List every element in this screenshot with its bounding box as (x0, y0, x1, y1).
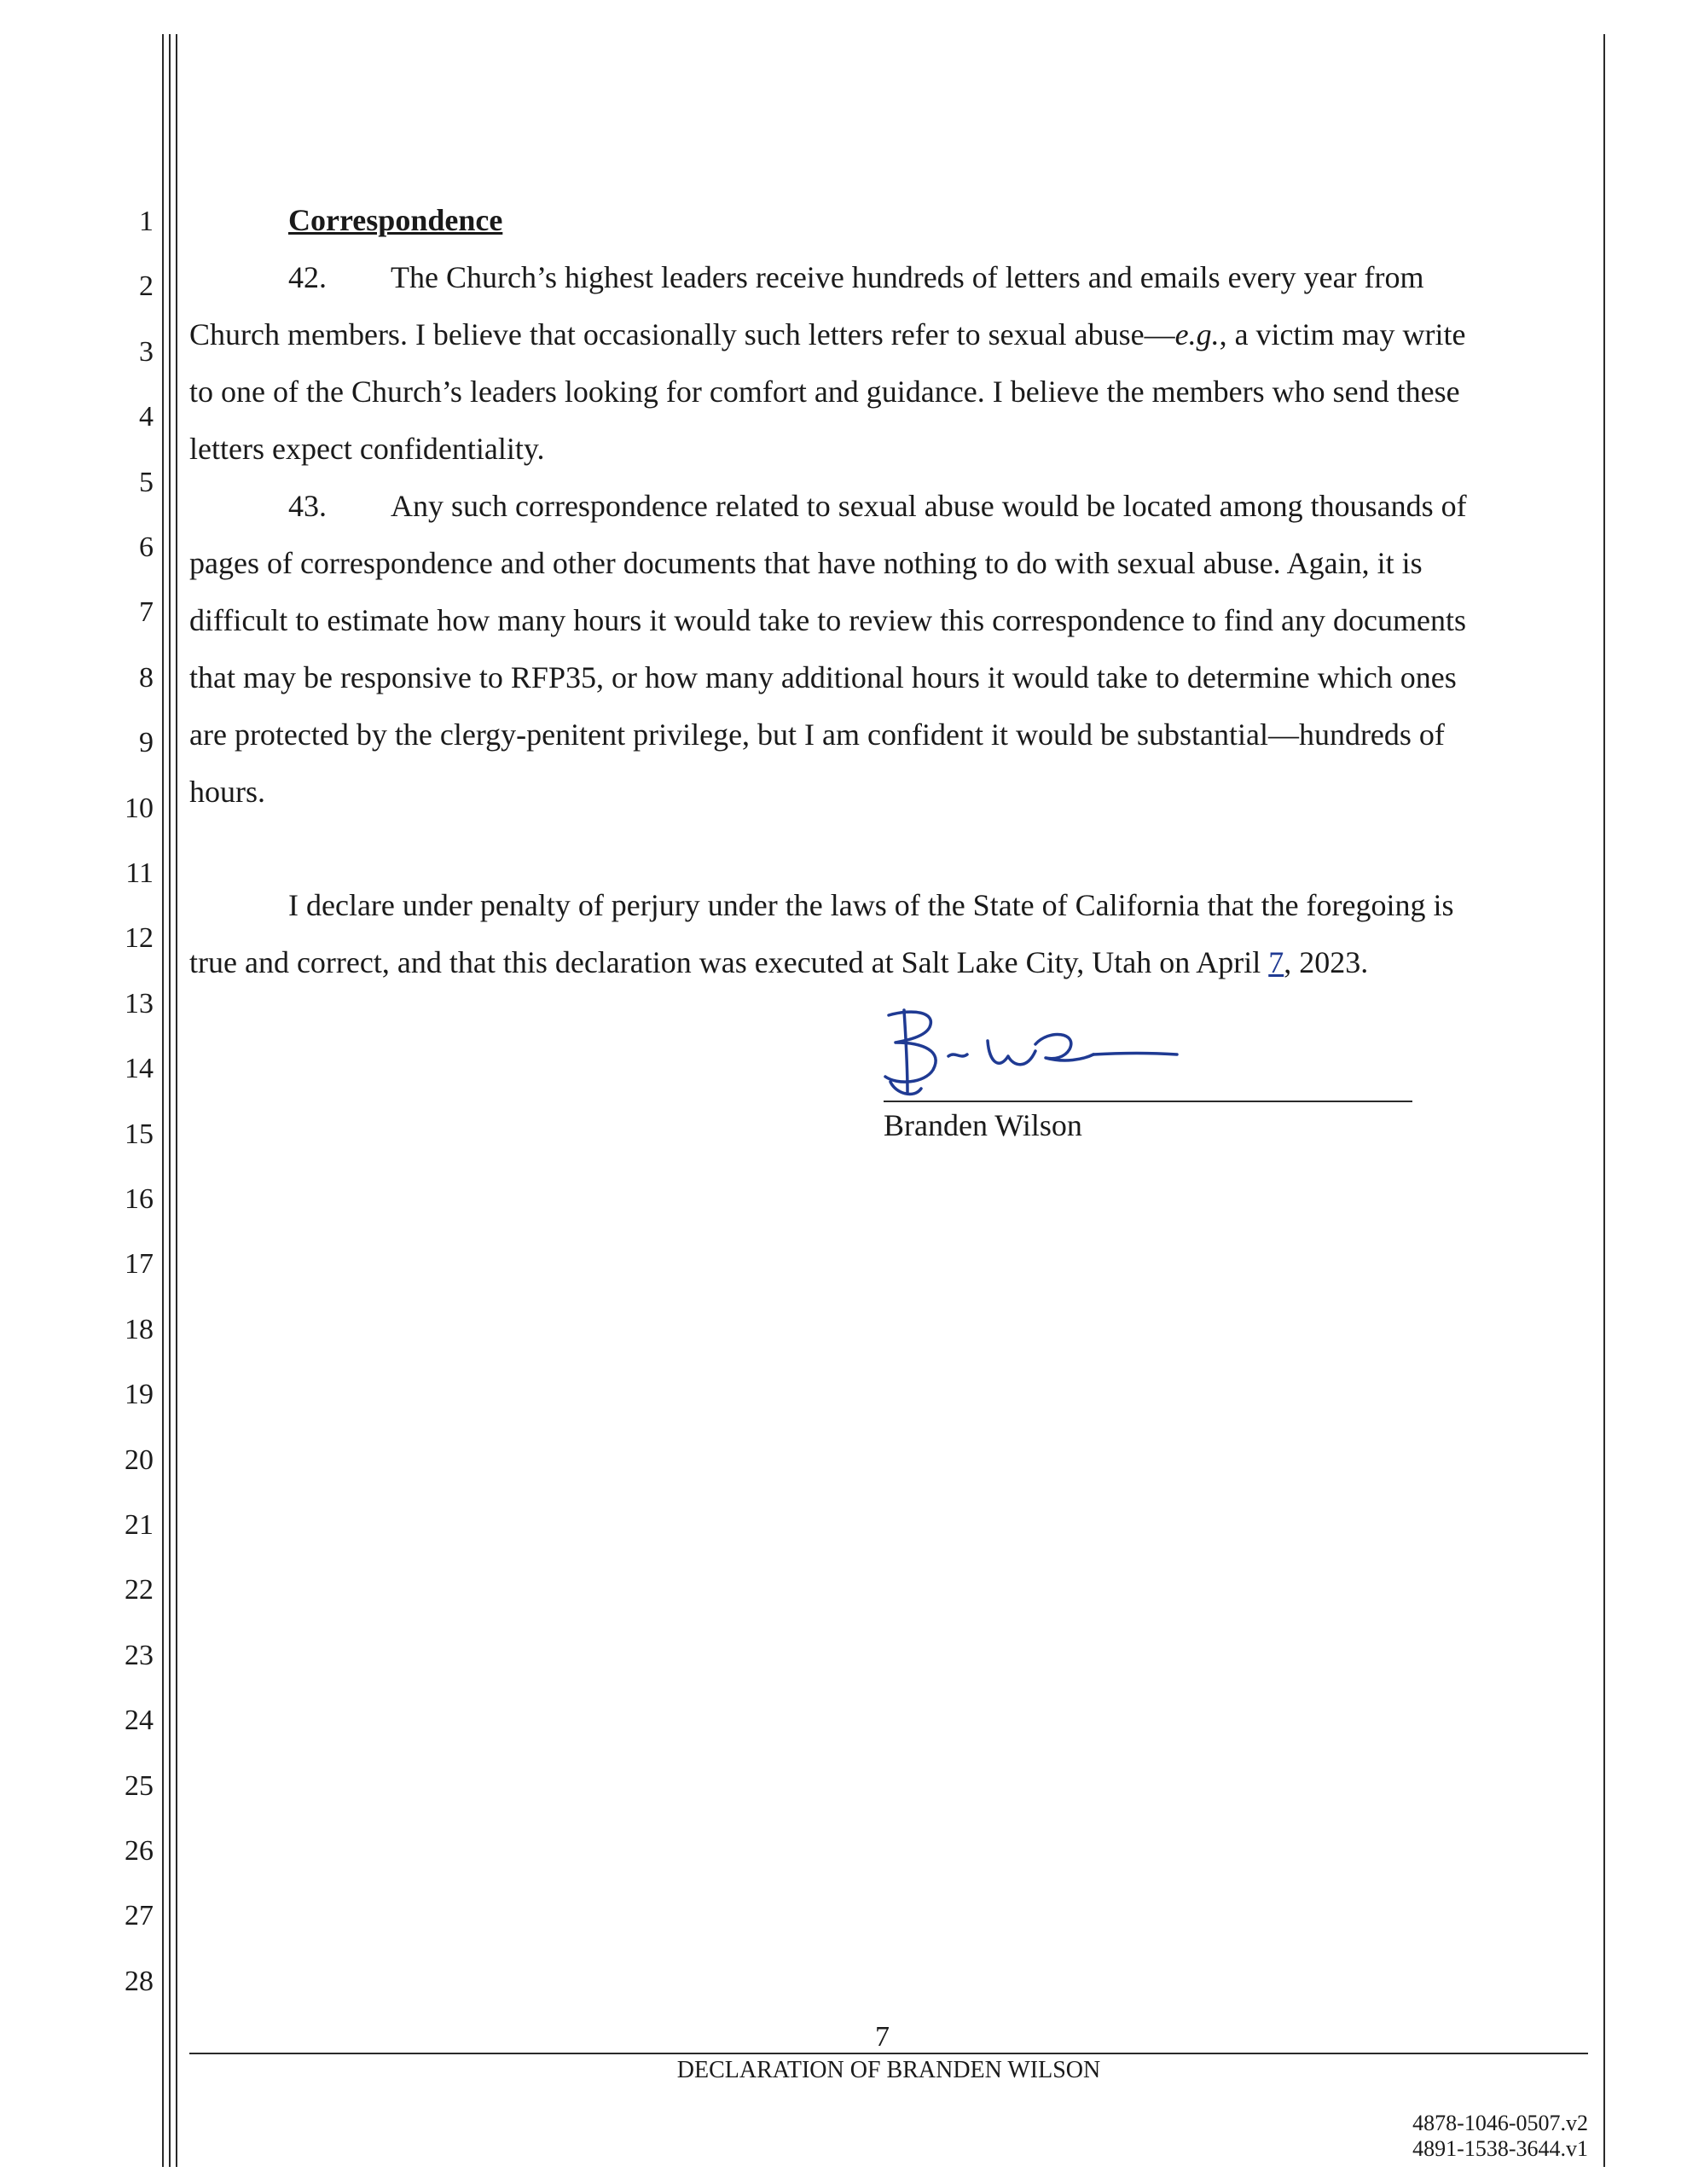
document-id: 4891-1538-3644.v1 (1412, 2136, 1588, 2161)
paragraph-text: The Church’s highest leaders receive hundreds of letters and emails every year from (391, 260, 1424, 294)
paragraph-text: that may be responsive to RFP35, or how many additional hours it would take to determine which ones (189, 660, 1457, 694)
line-number: 4 (139, 401, 154, 433)
line-number: 8 (139, 661, 154, 694)
line-number: 21 (125, 1509, 154, 1541)
line-number: 15 (125, 1118, 154, 1150)
line-number: 2 (139, 270, 154, 303)
page-number: 7 (875, 2021, 890, 2053)
paragraph-text: are protected by the clergy-penitent privilege, but I am confident it would be substantial—hundreds of (189, 717, 1445, 752)
signatory-name: Branden Wilson (884, 1108, 1082, 1142)
line-number: 5 (139, 466, 154, 498)
left-margin-rule-3 (176, 34, 177, 2167)
right-margin-rule (1603, 34, 1605, 2167)
paragraph-text: difficult to estimate how many hours it would take to review this correspondence to find any documents (189, 603, 1466, 637)
line-number: 23 (125, 1639, 154, 1671)
line-number: 20 (125, 1443, 154, 1476)
declaration-text: I declare under penalty of perjury under the laws of the State of California that the foregoing is (288, 888, 1454, 922)
line-number: 26 (125, 1835, 154, 1867)
paragraph-text: hours. (189, 775, 265, 809)
line-number: 18 (125, 1313, 154, 1345)
line-number: 25 (125, 1769, 154, 1802)
paragraph-text: pages of correspondence and other documents that have nothing to do with sexual abuse. Again, it is (189, 546, 1423, 580)
date-day: 7 (1268, 945, 1284, 979)
footer-rule (189, 2053, 1588, 2054)
line-number: 19 (125, 1379, 154, 1411)
left-margin-rule-2 (169, 34, 171, 2167)
line-number: 28 (125, 1965, 154, 1997)
left-margin-rule-1 (162, 34, 164, 2167)
section-heading: Correspondence (288, 203, 503, 237)
line-number: 10 (125, 792, 154, 824)
line-number: 24 (125, 1705, 154, 1737)
paragraph-text: Church members. I believe that occasionally such letters refer to sexual abuse—e.g., a victim may write (189, 317, 1466, 351)
line-number: 1 (139, 206, 154, 237)
declaration-text: true and correct, and that this declaration was executed at Salt Lake City, Utah on April 7, 2023. (189, 945, 1369, 979)
line-number: 11 (125, 857, 154, 889)
paragraph-text: to one of the Church’s leaders looking for comfort and guidance. I believe the members who send these (189, 375, 1460, 409)
paragraph-number: 42. (288, 260, 327, 294)
line-number: 3 (139, 335, 154, 368)
document-id: 4878-1046-0507.v2 (1412, 2111, 1588, 2135)
line-number: 14 (125, 1053, 154, 1085)
signature-image (870, 1003, 1228, 1114)
paragraph-text: Any such correspondence related to sexual abuse would be located among thousands of (391, 489, 1467, 523)
footer-title: DECLARATION OF BRANDEN WILSON (676, 2057, 1101, 2083)
paragraph-text: letters expect confidentiality. (189, 432, 545, 466)
signature-line (884, 1101, 1412, 1102)
paragraph-number: 43. (288, 489, 327, 523)
line-number: 9 (139, 727, 154, 759)
line-number: 17 (125, 1248, 154, 1281)
line-number: 22 (125, 1574, 154, 1606)
line-number: 27 (125, 1900, 154, 1932)
line-number: 6 (139, 531, 154, 563)
line-number: 13 (125, 987, 154, 1019)
line-number: 12 (125, 922, 154, 955)
line-number: 16 (125, 1183, 154, 1215)
line-number: 7 (139, 596, 154, 629)
